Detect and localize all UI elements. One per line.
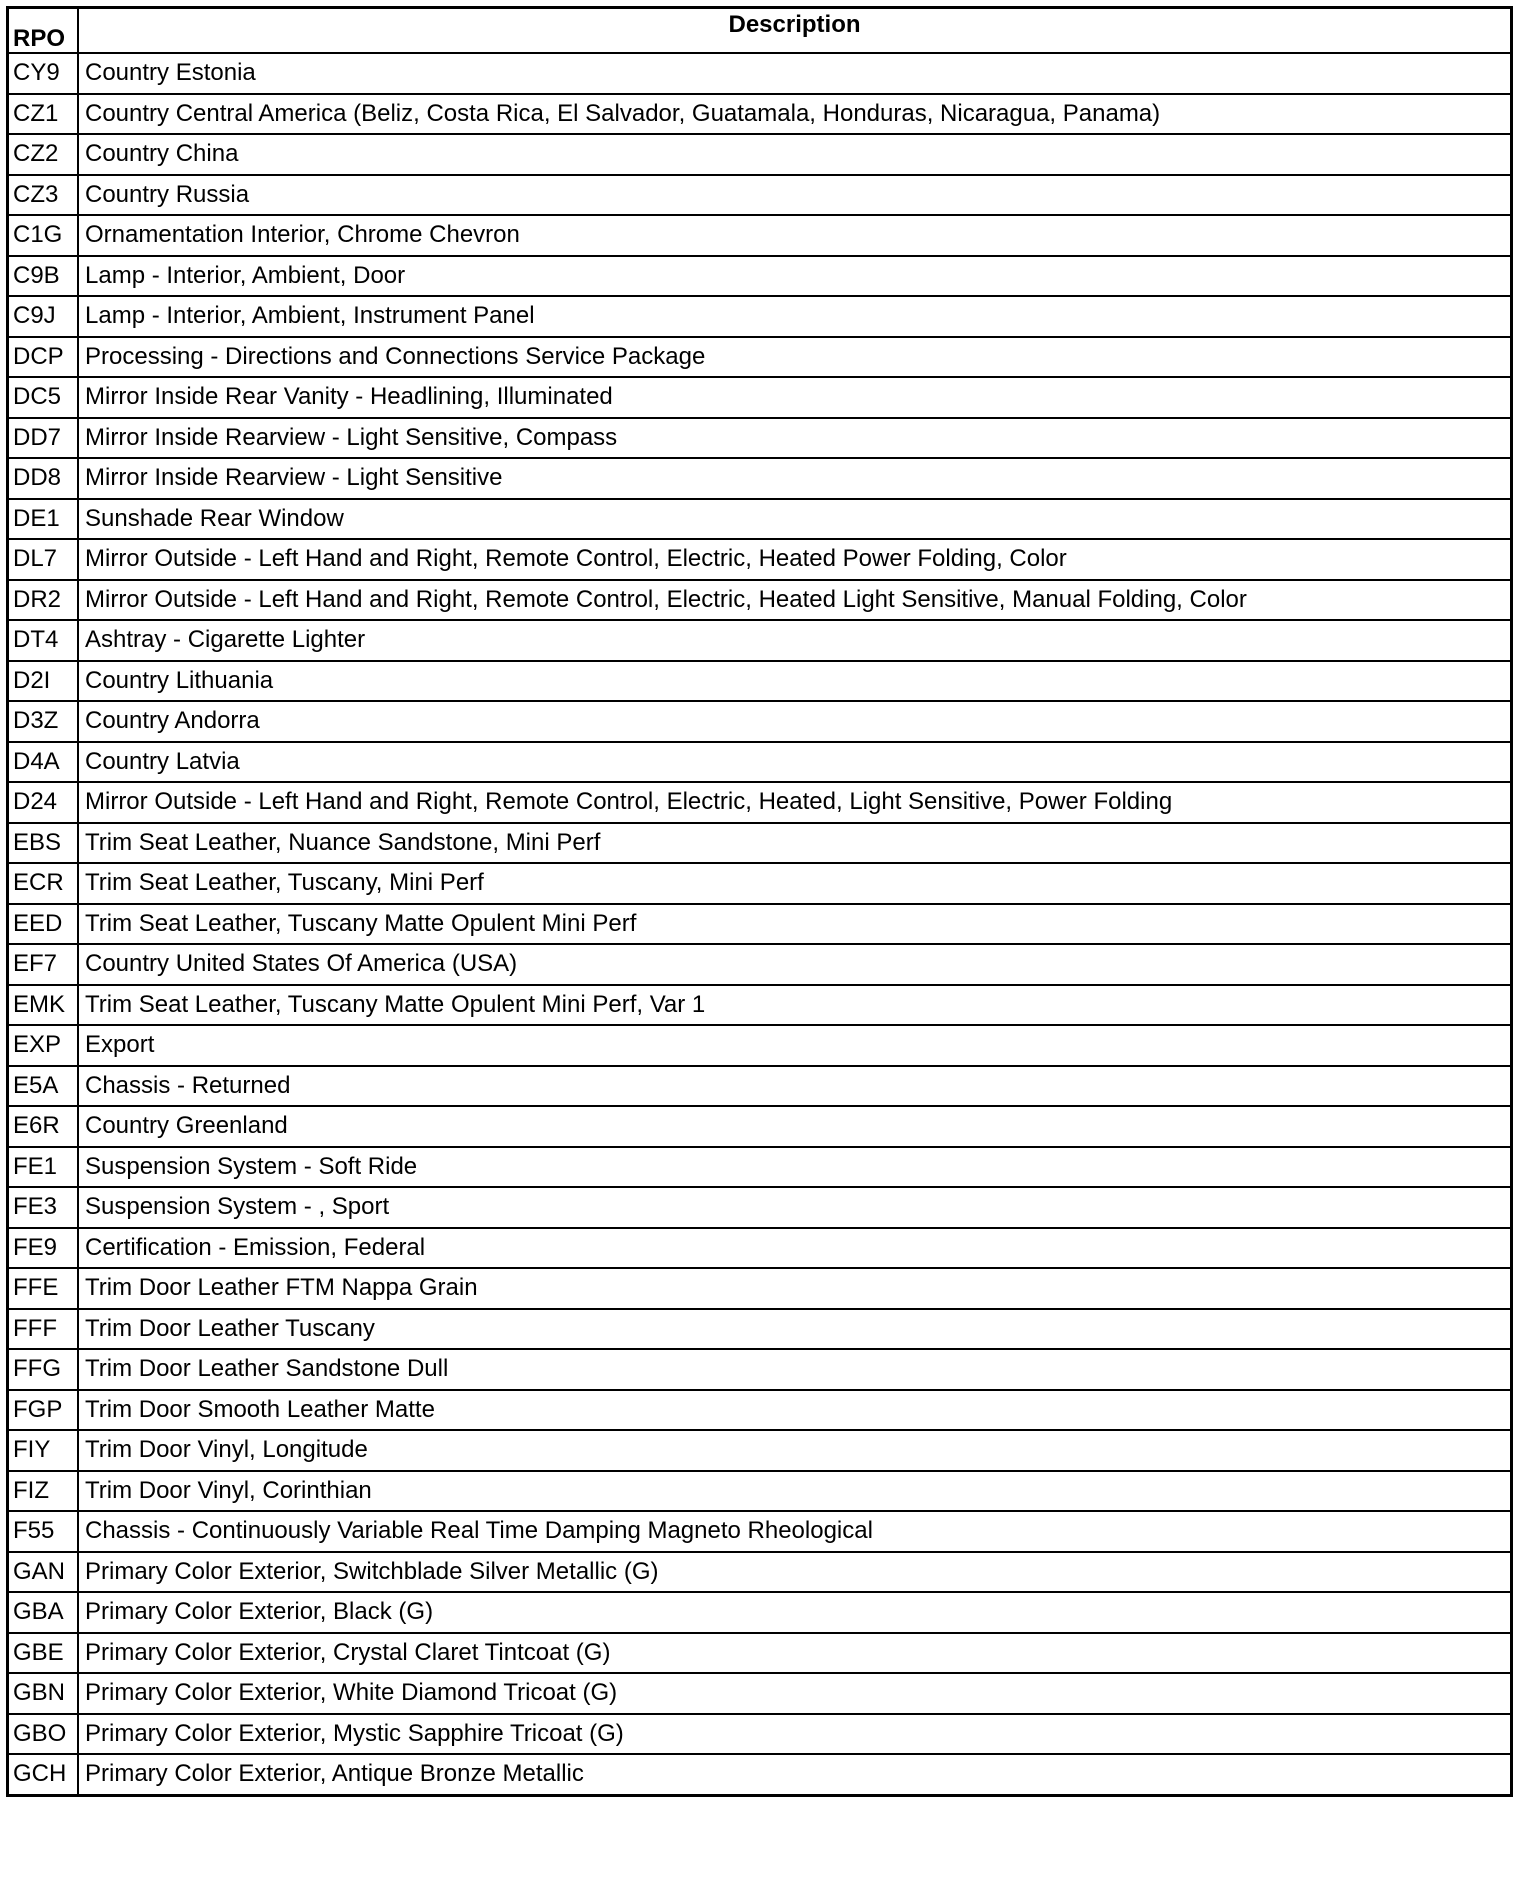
table-row xyxy=(8,296,1512,337)
description-cell: Mirror Inside Rearview - Light Sensitive, Compass xyxy=(78,418,1512,459)
table-row xyxy=(8,1349,1512,1390)
table-row xyxy=(8,742,1512,783)
table-row xyxy=(8,1552,1512,1593)
rpo-code-cell: DD8 xyxy=(8,458,79,499)
table-row xyxy=(8,499,1512,540)
description-cell: Export xyxy=(78,1025,1512,1066)
description-cell: Sunshade Rear Window xyxy=(78,499,1512,540)
table-row xyxy=(8,1754,1512,1795)
rpo-code-cell: EBS xyxy=(8,823,79,864)
description-cell: Suspension System - Soft Ride xyxy=(78,1147,1512,1188)
description-cell: Country China xyxy=(78,134,1512,175)
description-cell: Suspension System - , Sport xyxy=(78,1187,1512,1228)
rpo-code-cell: FIZ xyxy=(8,1471,79,1512)
rpo-code-cell: EMK xyxy=(8,985,79,1026)
table-row xyxy=(8,175,1512,216)
table-row xyxy=(8,1633,1512,1674)
description-cell: Ashtray - Cigarette Lighter xyxy=(78,620,1512,661)
rpo-code-cell: F55 xyxy=(8,1511,79,1552)
rpo-code-cell: GAN xyxy=(8,1552,79,1593)
rpo-code-cell: FGP xyxy=(8,1390,79,1431)
description-cell: Lamp - Interior, Ambient, Door xyxy=(78,256,1512,297)
rpo-code-cell: EED xyxy=(8,904,79,945)
table-row xyxy=(8,580,1512,621)
table-row xyxy=(8,377,1512,418)
description-cell: Mirror Inside Rear Vanity - Headlining, Illuminated xyxy=(78,377,1512,418)
rpo-code-cell: DT4 xyxy=(8,620,79,661)
table-row xyxy=(8,1187,1512,1228)
rpo-code-cell: CZ1 xyxy=(8,94,79,135)
table-row xyxy=(8,620,1512,661)
description-cell: Trim Door Leather FTM Nappa Grain xyxy=(78,1268,1512,1309)
description-cell: Trim Seat Leather, Tuscany, Mini Perf xyxy=(78,863,1512,904)
rpo-code-cell: DR2 xyxy=(8,580,79,621)
description-cell: Primary Color Exterior, Crystal Claret Tintcoat (G) xyxy=(78,1633,1512,1674)
rpo-code-cell: FFG xyxy=(8,1349,79,1390)
rpo-code-cell: DC5 xyxy=(8,377,79,418)
rpo-code-cell: GBA xyxy=(8,1592,79,1633)
table-row xyxy=(8,1592,1512,1633)
rpo-description-table xyxy=(6,6,1513,1797)
table-row xyxy=(8,418,1512,459)
rpo-code-cell: CY9 xyxy=(8,53,79,94)
description-cell: Primary Color Exterior, Switchblade Silver Metallic (G) xyxy=(78,1552,1512,1593)
table-row xyxy=(8,458,1512,499)
table-row xyxy=(8,863,1512,904)
table-row xyxy=(8,701,1512,742)
table-row xyxy=(8,134,1512,175)
table-row xyxy=(8,94,1512,135)
header-row xyxy=(8,8,1512,54)
rpo-code-cell: GBO xyxy=(8,1714,79,1755)
table-row xyxy=(8,823,1512,864)
rpo-code-cell: FFE xyxy=(8,1268,79,1309)
rpo-code-cell: DL7 xyxy=(8,539,79,580)
rpo-code-cell: ECR xyxy=(8,863,79,904)
rpo-code-cell: D4A xyxy=(8,742,79,783)
description-cell: Mirror Inside Rearview - Light Sensitive xyxy=(78,458,1512,499)
description-cell: Ornamentation Interior, Chrome Chevron xyxy=(78,215,1512,256)
rpo-code-cell: D2I xyxy=(8,661,79,702)
rpo-code-cell: C9J xyxy=(8,296,79,337)
description-cell: Trim Door Vinyl, Corinthian xyxy=(78,1471,1512,1512)
rpo-code-cell: C9B xyxy=(8,256,79,297)
rpo-code-cell: FE9 xyxy=(8,1228,79,1269)
description-cell: Chassis - Returned xyxy=(78,1066,1512,1107)
table-row xyxy=(8,1471,1512,1512)
table-row xyxy=(8,985,1512,1026)
rpo-code-cell: FFF xyxy=(8,1309,79,1350)
rpo-code-cell: FE3 xyxy=(8,1187,79,1228)
rpo-code-cell: CZ2 xyxy=(8,134,79,175)
table-row xyxy=(8,1106,1512,1147)
description-cell: Country Lithuania xyxy=(78,661,1512,702)
table-row xyxy=(8,215,1512,256)
table-row xyxy=(8,1673,1512,1714)
rpo-code-cell: DCP xyxy=(8,337,79,378)
rpo-code-cell: GBE xyxy=(8,1633,79,1674)
rpo-code-cell: E5A xyxy=(8,1066,79,1107)
description-cell: Primary Color Exterior, Antique Bronze Metallic xyxy=(78,1754,1512,1795)
description-cell: Trim Seat Leather, Tuscany Matte Opulent Mini Perf xyxy=(78,904,1512,945)
table-row xyxy=(8,1066,1512,1107)
rpo-code-cell: DD7 xyxy=(8,418,79,459)
table-body xyxy=(8,53,1512,1795)
description-cell: Country Andorra xyxy=(78,701,1512,742)
description-cell: Mirror Outside - Left Hand and Right, Remote Control, Electric, Heated Power Folding, Color xyxy=(78,539,1512,580)
description-cell: Trim Door Leather Sandstone Dull xyxy=(78,1349,1512,1390)
rpo-code-cell: FE1 xyxy=(8,1147,79,1188)
rpo-code-cell: C1G xyxy=(8,215,79,256)
description-cell: Trim Seat Leather, Tuscany Matte Opulent Mini Perf, Var 1 xyxy=(78,985,1512,1026)
table-row xyxy=(8,1511,1512,1552)
description-cell: Primary Color Exterior, White Diamond Tricoat (G) xyxy=(78,1673,1512,1714)
description-cell: Primary Color Exterior, Mystic Sapphire Tricoat (G) xyxy=(78,1714,1512,1755)
rpo-code-cell: GCH xyxy=(8,1754,79,1795)
table-row xyxy=(8,1390,1512,1431)
rpo-code-cell: GBN xyxy=(8,1673,79,1714)
description-cell: Certification - Emission, Federal xyxy=(78,1228,1512,1269)
description-cell: Country United States Of America (USA) xyxy=(78,944,1512,985)
rpo-code-cell: EF7 xyxy=(8,944,79,985)
rpo-code-cell: DE1 xyxy=(8,499,79,540)
table-row xyxy=(8,1228,1512,1269)
table-row xyxy=(8,782,1512,823)
table-row xyxy=(8,1430,1512,1471)
description-cell: Mirror Outside - Left Hand and Right, Remote Control, Electric, Heated Light Sensitive, Manual Folding, Color xyxy=(78,580,1512,621)
rpo-column-header: RPO xyxy=(8,8,79,54)
table-row xyxy=(8,1309,1512,1350)
description-cell: Country Latvia xyxy=(78,742,1512,783)
description-cell: Country Estonia xyxy=(78,53,1512,94)
rpo-code-cell: D3Z xyxy=(8,701,79,742)
table-row xyxy=(8,661,1512,702)
description-cell: Chassis - Continuously Variable Real Time Damping Magneto Rheological xyxy=(78,1511,1512,1552)
rpo-code-cell: D24 xyxy=(8,782,79,823)
description-cell: Primary Color Exterior, Black (G) xyxy=(78,1592,1512,1633)
description-cell: Lamp - Interior, Ambient, Instrument Panel xyxy=(78,296,1512,337)
description-cell: Country Greenland xyxy=(78,1106,1512,1147)
rpo-code-cell: EXP xyxy=(8,1025,79,1066)
description-cell: Country Russia xyxy=(78,175,1512,216)
table-row xyxy=(8,944,1512,985)
table-row xyxy=(8,1268,1512,1309)
table-row xyxy=(8,1147,1512,1188)
table-row xyxy=(8,904,1512,945)
table-row xyxy=(8,539,1512,580)
description-column-header: Description xyxy=(78,8,1512,54)
table-row xyxy=(8,1714,1512,1755)
table-header xyxy=(8,8,1512,54)
rpo-code-cell: FIY xyxy=(8,1430,79,1471)
description-cell: Mirror Outside - Left Hand and Right, Remote Control, Electric, Heated, Light Sensitive, Power Folding xyxy=(78,782,1512,823)
table-row xyxy=(8,53,1512,94)
description-cell: Trim Door Leather Tuscany xyxy=(78,1309,1512,1350)
rpo-code-cell: CZ3 xyxy=(8,175,79,216)
description-cell: Trim Seat Leather, Nuance Sandstone, Mini Perf xyxy=(78,823,1512,864)
table-row xyxy=(8,337,1512,378)
description-cell: Processing - Directions and Connections Service Package xyxy=(78,337,1512,378)
table-row xyxy=(8,256,1512,297)
rpo-code-cell: E6R xyxy=(8,1106,79,1147)
description-cell: Trim Door Vinyl, Longitude xyxy=(78,1430,1512,1471)
description-cell: Country Central America (Beliz, Costa Rica, El Salvador, Guatamala, Honduras, Nicaragua, Panama) xyxy=(78,94,1512,135)
description-cell: Trim Door Smooth Leather Matte xyxy=(78,1390,1512,1431)
table-row xyxy=(8,1025,1512,1066)
